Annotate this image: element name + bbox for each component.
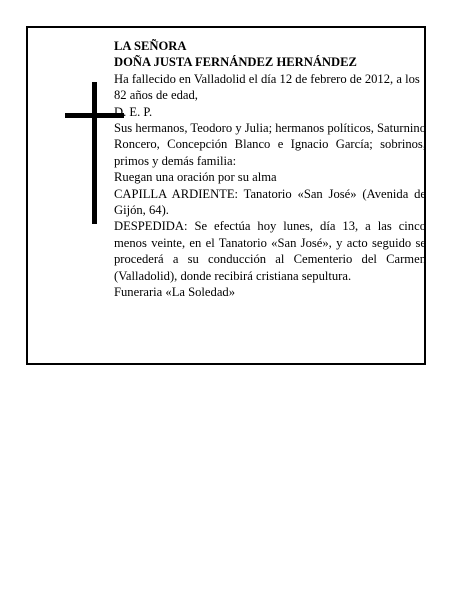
chapel-info: CAPILLA ARDIENTE: Tanatorio «San José» (Avenida de Gijón, 64). [114,186,426,218]
dep-line: D. E. P. [114,104,153,119]
deceased-name: DOÑA JUSTA FERNÁNDEZ HERNÁNDEZ [114,55,357,70]
notice-title: LA SEÑORA [114,39,187,53]
obituary-text [114,38,426,301]
death-info: Ha fallecido en Valladolid el día 12 de febrero de 2012, a los 82 años de edad, [114,71,420,103]
cross-icon [92,82,97,224]
farewell-info: DESPEDIDA: Se efectúa hoy lunes, día 13, a las cinco menos veinte, en el Tanatorio «San José», y acto seguido se procederá a su conducción al Cementerio del Carmen (Valladolid), donde recibirá cristiana sepultura. [114,219,426,283]
family-paragraph: Sus hermanos, Teodoro y Julia; hermanos políticos, Saturnino Roncero, Concepción Blanco e Ignacio García; sobrinos, primos y demás familia: [114,121,426,168]
funeral-home: Funeraria «La Soledad» [114,285,235,300]
prayer-line: Ruegan una oración por su alma [114,170,277,185]
